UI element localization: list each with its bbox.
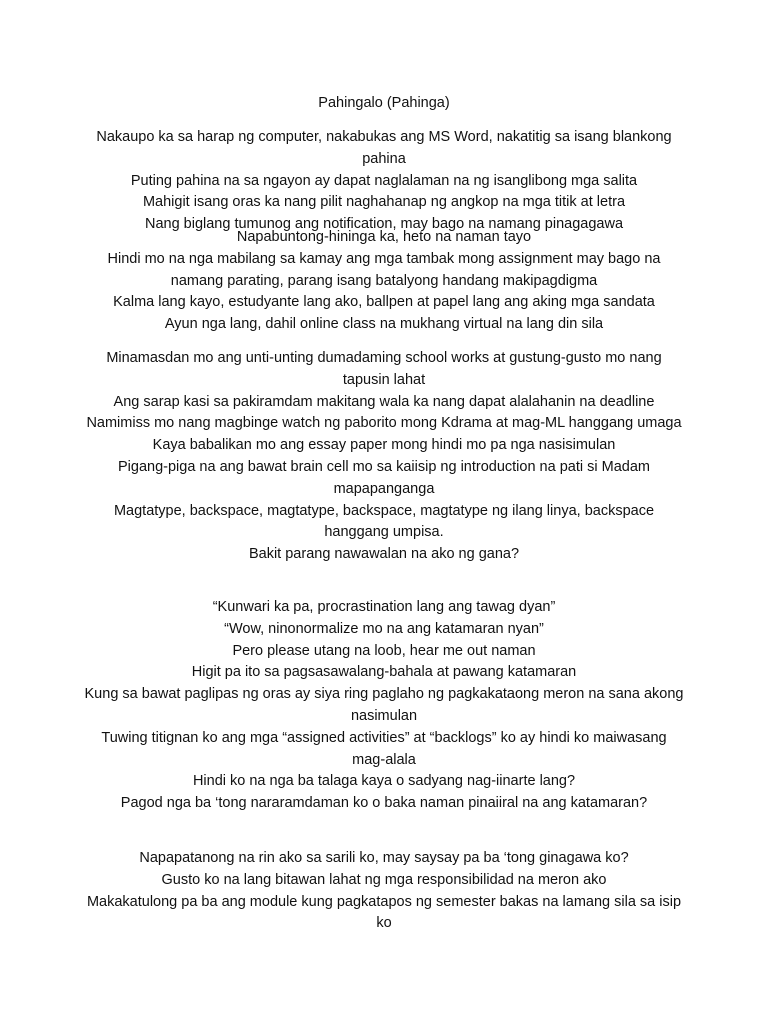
poem-line: Nang biglang tumunog ang notification, may bago na namang pinagagawa (144, 216, 624, 233)
poem-line: Ayun nga lang, dahil online class na mukhang virtual na lang din sila (164, 316, 604, 333)
stanza-1 (84, 127, 684, 236)
stanza-5 (84, 848, 684, 935)
poem-line: Bakit parang nawawalan na ako ng gana? (248, 546, 520, 563)
poem-line: Minamasdan mo ang unti-unting dumadaming school works at gustung-gusto mo nang tapusin lahat (106, 350, 662, 388)
poem-line: “Kunwari ka pa, procrastination lang ang tawag dyan” (212, 599, 556, 615)
poem-line: Kaya babalikan mo ang essay paper mong hindi mo pa nga nasisimulan (152, 437, 616, 454)
poem-line: Tuwing titignan ko ang mga “assigned activities” at “backlogs” ko ay hindi ko maiwasang mag-alala (101, 729, 667, 768)
poem-line: Pagod nga ba ‘tong nararamdaman ko o baka naman pinaiiral na ang katamaran? (120, 795, 648, 812)
poem-line: Higit pa ito sa pagsasawalang-bahala at pawang katamaran (191, 664, 577, 681)
poem-line: Magtatype, backspace, magtatype, backspace, magtatype ng ilang linya, backspace hanggang umpisa. (113, 502, 655, 541)
poem-line: Napabuntong-hininga ka, heto na naman tayo (236, 229, 532, 245)
poem-line: Pero please utang na loob, hear me out naman (232, 642, 536, 659)
poem-line: Hindi mo na nga mabilang sa kamay ang mga tambak mong assignment may bago na namang parating, parang isang batalyong handang makipagdigma (107, 250, 661, 289)
poem-line: Mahigit isang oras ka nang pilit naghahanap ng angkop na mga titik at letra (142, 194, 626, 211)
poem-line: Namimiss mo nang magbinge watch ng paborito mong Kdrama at mag-ML hanggang umaga (86, 415, 682, 432)
poem-line: Kalma lang kayo, estudyante lang ako, ballpen at papel lang ang aking mga sandata (113, 294, 655, 311)
stanza-4 (84, 597, 684, 815)
poem-line: Napapatanong na rin ako sa sarili ko, may saysay pa ba ‘tong ginagawa ko? (139, 850, 629, 866)
stanza-3 (84, 348, 684, 566)
poem-line: Gusto ko na lang bitawan lahat ng mga responsibilidad na meron ako (161, 871, 607, 888)
poem-line: Hindi ko na nga ba talaga kaya o sadyang nag-iinarte lang? (192, 773, 576, 790)
poem-line: Makakatulong pa ba ang module kung pagkatapos ng semester bakas na lamang sila sa isip ko (86, 893, 682, 932)
poem-line: Pigang-piga na ang bawat brain cell mo sa kaiisip ng introduction na pati si Madam mapapanganga (118, 458, 650, 497)
poem-line: Ang sarap kasi sa pakiramdam makitang wala ka nang dapat alalahanin na deadline (113, 393, 655, 410)
poem-line: Kung sa bawat paglipas ng oras ay siya ring paglaho ng pagkakataong meron na sana akong nasimulan (84, 686, 684, 724)
poem-line: Nakaupo ka sa harap ng computer, nakabukas ang MS Word, nakatitig sa isang blankong pahina (96, 129, 672, 167)
poem-line: Puting pahina na sa ngayon ay dapat naglalaman na ng isanglibong mga salita (130, 172, 638, 189)
poem-line: “Wow, ninonormalize mo na ang katamaran nyan” (224, 620, 544, 637)
stanza-2 (84, 227, 684, 336)
poem-title: Pahingalo (Pahinga) (318, 95, 450, 111)
